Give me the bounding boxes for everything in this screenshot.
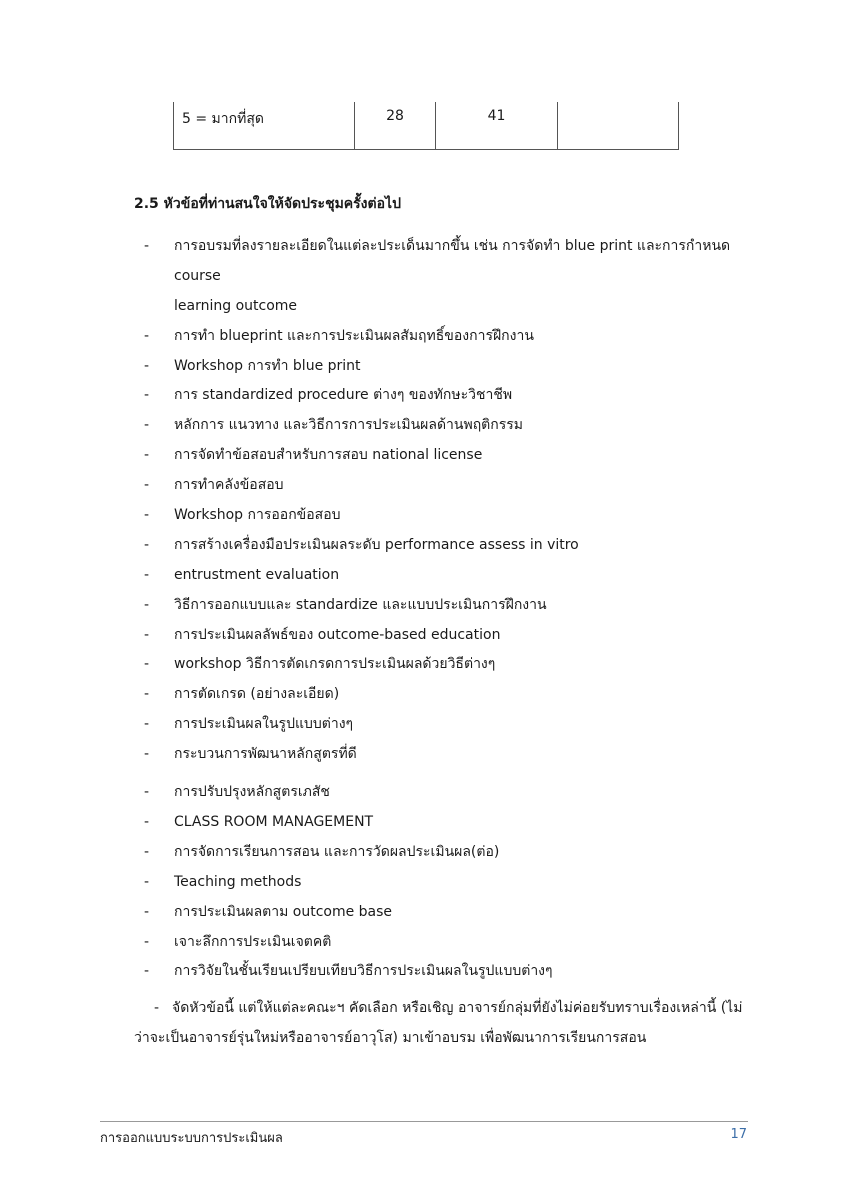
list-item [0,352,848,382]
bullet-dash: - [144,477,150,494]
list-item-text: การประเมินผลตาม outcome base [174,903,393,920]
list-item [0,957,848,987]
list-item-text: การปรับปรุงหลักสูตรเภสัช [174,784,330,801]
list-item-text: การประเมินผลลัพธ์ของ outcome-based education [174,626,501,643]
list-item-text: กระบวนการพัฒนาหลักสูตรที่ดี [174,746,357,763]
bullet-dash: - [144,963,150,980]
bullet-dash: - [144,447,150,464]
list-item [0,381,848,411]
bullet-dash: - [144,387,150,404]
bullet-dash: - [144,536,150,553]
closing-paragraph-text: จัดหัวข้อนี้ แต่ให้แต่ละคณะฯ คัดเลือก หรือเชิญ อาจารย์กลุ่มที่ยังไม่ค่อยรับทราบเรื่องเหล่านี้ (ไม่ว่าจะเป็นอาจารย์รุ่นใหม่หรืออาจารย์อาวุโส) มาเข้าอบรม เพื่อพัฒนาการเรียนการสอน [134,1000,743,1046]
table-cell-count-2: 41 [436,102,558,150]
list-item-text: Workshop การออกข้อสอบ [174,507,341,524]
list-item [0,778,848,808]
list-item-text: Workshop การทำ blue print [174,357,361,374]
list-item-text: Teaching methods [174,873,302,890]
list-item [0,322,848,352]
section-heading: 2.5 หัวข้อที่ท่านสนใจให้จัดประชุมครั้งต่อไป [134,196,401,212]
list-item [0,868,848,898]
list-item [0,232,848,322]
list-item-text: การจัดการเรียนการสอน และการวัดผลประเมินผล(ต่อ) [174,843,500,860]
bullet-dash: - [144,746,150,763]
bullet-dash: - [144,656,150,673]
list-item-text: การจัดทำข้อสอบสำหรับการสอบ national license [174,447,483,464]
list-item [0,561,848,591]
bullet-dash: - [154,1000,160,1016]
list-item-text: CLASS ROOM MANAGEMENT [174,813,374,830]
list-item [0,808,848,838]
bullet-dash: - [144,357,150,374]
list-item-text: การตัดเกรด (อย่างละเอียด) [174,686,340,703]
list-item [0,531,848,561]
list-item [0,471,848,501]
list-item-text: workshop วิธีการตัดเกรดการประเมินผลด้วยวิธีต่างๆ [174,656,496,673]
bullet-dash: - [144,784,150,801]
list-item-line: learning outcome [174,297,298,314]
bullet-dash: - [144,933,150,950]
list-item-text [174,232,764,322]
bullet-dash: - [144,686,150,703]
footer-divider [100,1121,748,1122]
bullet-dash: - [144,843,150,860]
list-item [0,501,848,531]
list-item-text: การสร้างเครื่องมือประเมินผลระดับ performance assess in vitro [174,536,579,553]
table-cell-empty [558,102,679,150]
closing-paragraph [134,994,754,1053]
list-item-text: การทำคลังข้อสอบ [174,477,284,494]
list-item-text: entrustment evaluation [174,566,340,583]
list-item [0,740,848,770]
list-item [0,650,848,680]
list-item [0,898,848,928]
table-row [174,102,679,150]
list-item [0,441,848,471]
list-item [0,838,848,868]
list-item [0,411,848,441]
list-item-line: การอบรมที่ลงรายละเอียดในแต่ละประเด็นมากขึ้น เช่น การจัดทำ blue print และการกำหนด [174,238,731,254]
bullet-dash: - [144,813,150,830]
list-item-text: วิธีการออกแบบและ standardize และแบบประเมินการฝึกงาน [174,596,547,613]
list-item-text: หลักการ แนวทาง และวิธีการการประเมินผลด้านพฤติกรรม [174,417,524,434]
bullet-dash: - [144,238,150,254]
topic-list [0,232,848,987]
bullet-dash: - [144,873,150,890]
list-item [0,591,848,621]
bullet-dash: - [144,716,150,733]
bullet-dash: - [144,596,150,613]
list-item [0,710,848,740]
table-cell-rating: 5 = มากที่สุด [174,102,355,150]
list-item-text: การประเมินผลในรูปแบบต่างๆ [174,716,354,733]
list-item-text: การ standardized procedure ต่างๆ ของทักษะวิชาชีพ [174,387,513,404]
list-item-line: course [174,267,221,284]
list-item-text: การทำ blueprint และการประเมินผลสัมฤทธิ์ของการฝึกงาน [174,327,534,344]
bullet-dash: - [144,626,150,643]
list-item-text: เจาะลึกการประเมินเจตคติ [174,933,332,950]
footer-title: การออกแบบระบบการประเมินผล [100,1131,283,1146]
bullet-dash: - [144,903,150,920]
bullet-dash: - [144,566,150,583]
bullet-dash: - [144,417,150,434]
bullet-dash: - [144,507,150,524]
list-item [0,621,848,651]
rating-table [173,102,679,150]
list-item [0,680,848,710]
page-number: 17 [730,1127,747,1142]
table-cell-count-1: 28 [355,102,436,150]
list-item-text: การวิจัยในชั้นเรียนเปรียบเทียบวิธีการประเมินผลในรูปแบบต่างๆ [174,963,553,980]
bullet-dash: - [144,327,150,344]
list-item [0,928,848,958]
